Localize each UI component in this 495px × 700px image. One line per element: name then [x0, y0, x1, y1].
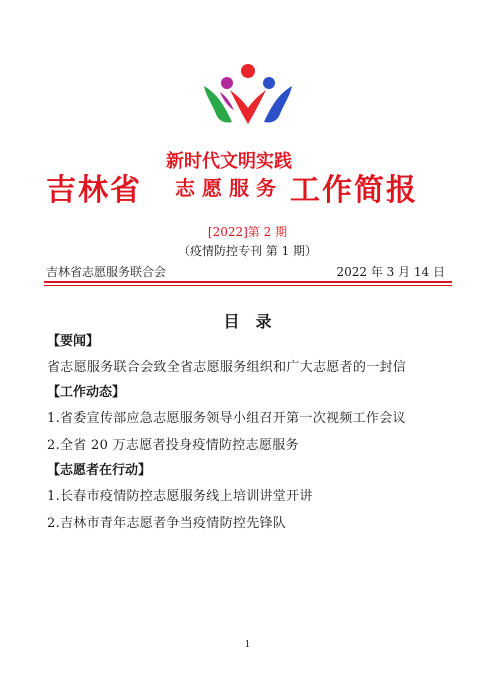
special-issue: （疫情防控专刊 第 1 期）	[177, 244, 318, 258]
page-number: 1	[244, 640, 251, 650]
masthead-subtitle-line1: 新时代文明实践	[166, 151, 292, 172]
toc-item[interactable]: 1.省委宣传部应急志愿服务领导小组召开第一次视频工作会议	[47, 411, 406, 426]
organization-name: 吉林省志愿服务联合会	[46, 265, 167, 279]
logo-head-right	[263, 77, 275, 89]
publish-date: 2022 年 3 月 14 日	[336, 265, 445, 279]
masthead-province: 吉林省	[46, 173, 142, 208]
red-divider-thick	[44, 281, 452, 283]
volunteer-logo-icon	[200, 62, 296, 128]
toc-item[interactable]: 2.吉林市青年志愿者争当疫情防控先锋队	[47, 516, 287, 531]
red-divider-thin	[44, 285, 452, 286]
toc-item[interactable]: 省志愿服务联合会致全省志愿服务组织和广大志愿者的一封信	[47, 360, 407, 375]
masthead-title: 工作简报	[290, 173, 418, 208]
logo-figure-red	[230, 90, 266, 124]
logo-head-center	[241, 64, 255, 78]
logo-figure-blue	[264, 86, 292, 123]
toc-item[interactable]: 2.全省 20 万志愿者投身疫情防控志愿服务	[47, 438, 299, 453]
masthead-subtitle	[164, 150, 294, 202]
table-of-contents	[47, 330, 457, 537]
toc-section-heading: 【志愿者在行动】	[47, 463, 152, 478]
toc-item[interactable]: 1.长春市疫情防控志愿服务线上培训讲堂开讲	[47, 489, 313, 504]
logo-head-left	[221, 77, 233, 89]
toc-section-heading: 【要闻】	[47, 334, 100, 349]
issue-number: [2022]第 2 期	[207, 225, 288, 239]
masthead-subtitle-line2: 志愿服务	[175, 176, 283, 200]
toc-title: 目 录	[223, 312, 272, 331]
toc-section-heading: 【工作动态】	[47, 385, 126, 400]
